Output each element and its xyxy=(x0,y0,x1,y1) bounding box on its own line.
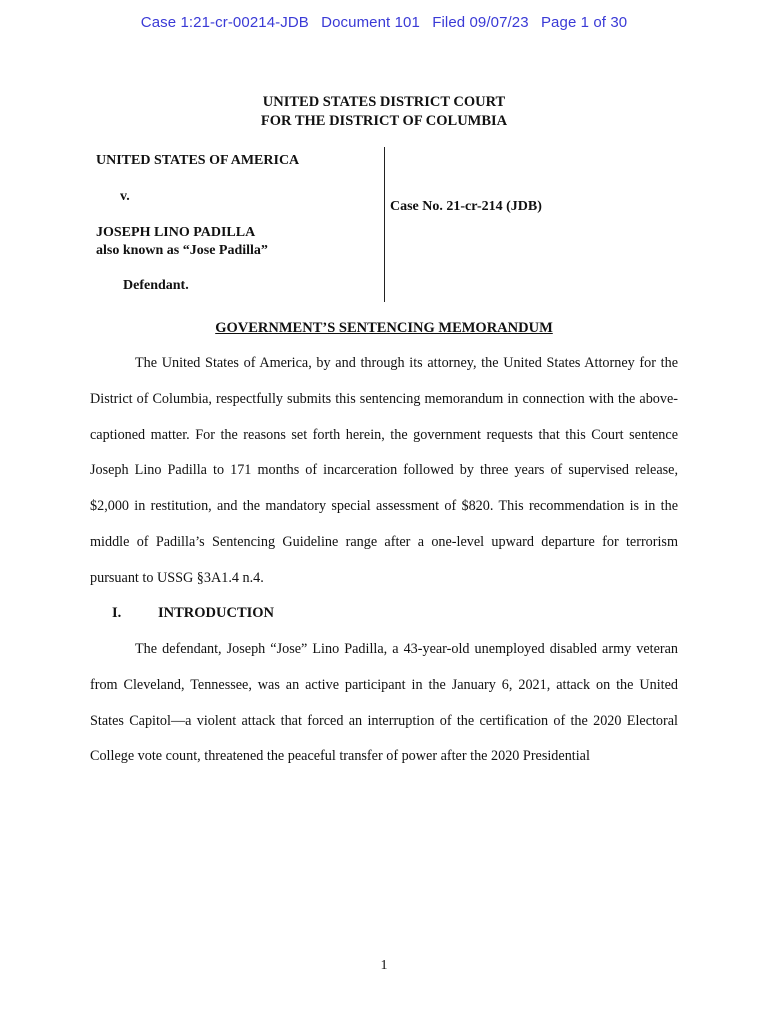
case-number: Case No. 21-cr-214 (JDB) xyxy=(390,199,542,214)
page-number: 1 xyxy=(380,958,388,973)
caption-defendant-alias: also known as “Jose Padilla” xyxy=(96,243,268,258)
caption-defendant-name: JOSEPH LINO PADILLA xyxy=(96,225,256,240)
stamp-filed-date: Filed 09/07/23 xyxy=(432,14,529,31)
section-heading xyxy=(112,605,274,622)
caption-versus: v. xyxy=(120,189,130,204)
body-paragraph: The United States of America, by and through its attorney, the United States Attorney for the District of Columbia, respectfully submits this sentencing memorandum in connection with the above-captioned matter. For the reasons set forth herein, the government requests that this Court sentence Joseph Lino Padilla to 171 months of incarceration followed by three years of supervised release, $2,000 in restitution, and the mandatory special assessment of $820. This recommendation is in the middle of Padilla’s Sentencing Guideline range after a one-level upward departure for terrorism pursuant to USSG §3A1.4 n.4. xyxy=(90,355,678,586)
stamp-document-number: Document 101 xyxy=(321,14,420,31)
stamp-case-number: Case 1:21-cr-00214-JDB xyxy=(140,14,309,31)
court-name: UNITED STATES DISTRICT COURT xyxy=(262,94,506,110)
court-heading xyxy=(0,93,768,131)
caption-defendant-label: Defendant. xyxy=(123,278,189,293)
caption-divider xyxy=(384,147,385,302)
caption-plaintiff: UNITED STATES OF AMERICA xyxy=(96,153,300,168)
body-paragraph: The defendant, Joseph “Jose” Lino Padilla, a 43-year-old unemployed disabled army veteran from Cleveland, Tennessee, was an active participant in the January 6, 2021, attack on the United States Capitol—a violent attack that forced an interruption of the certification of the 2020 Electoral College vote count, threatened the peaceful transfer of power after the 2020 Presidential xyxy=(90,641,678,765)
court-district: FOR THE DISTRICT OF COLUMBIA xyxy=(260,113,508,129)
section-title: INTRODUCTION xyxy=(158,605,275,621)
stamp-page-count: Page 1 of 30 xyxy=(540,14,628,31)
document-title: GOVERNMENT’S SENTENCING MEMORANDUM xyxy=(215,320,553,336)
section-number: I. xyxy=(112,605,122,621)
court-filing-stamp xyxy=(0,14,768,31)
